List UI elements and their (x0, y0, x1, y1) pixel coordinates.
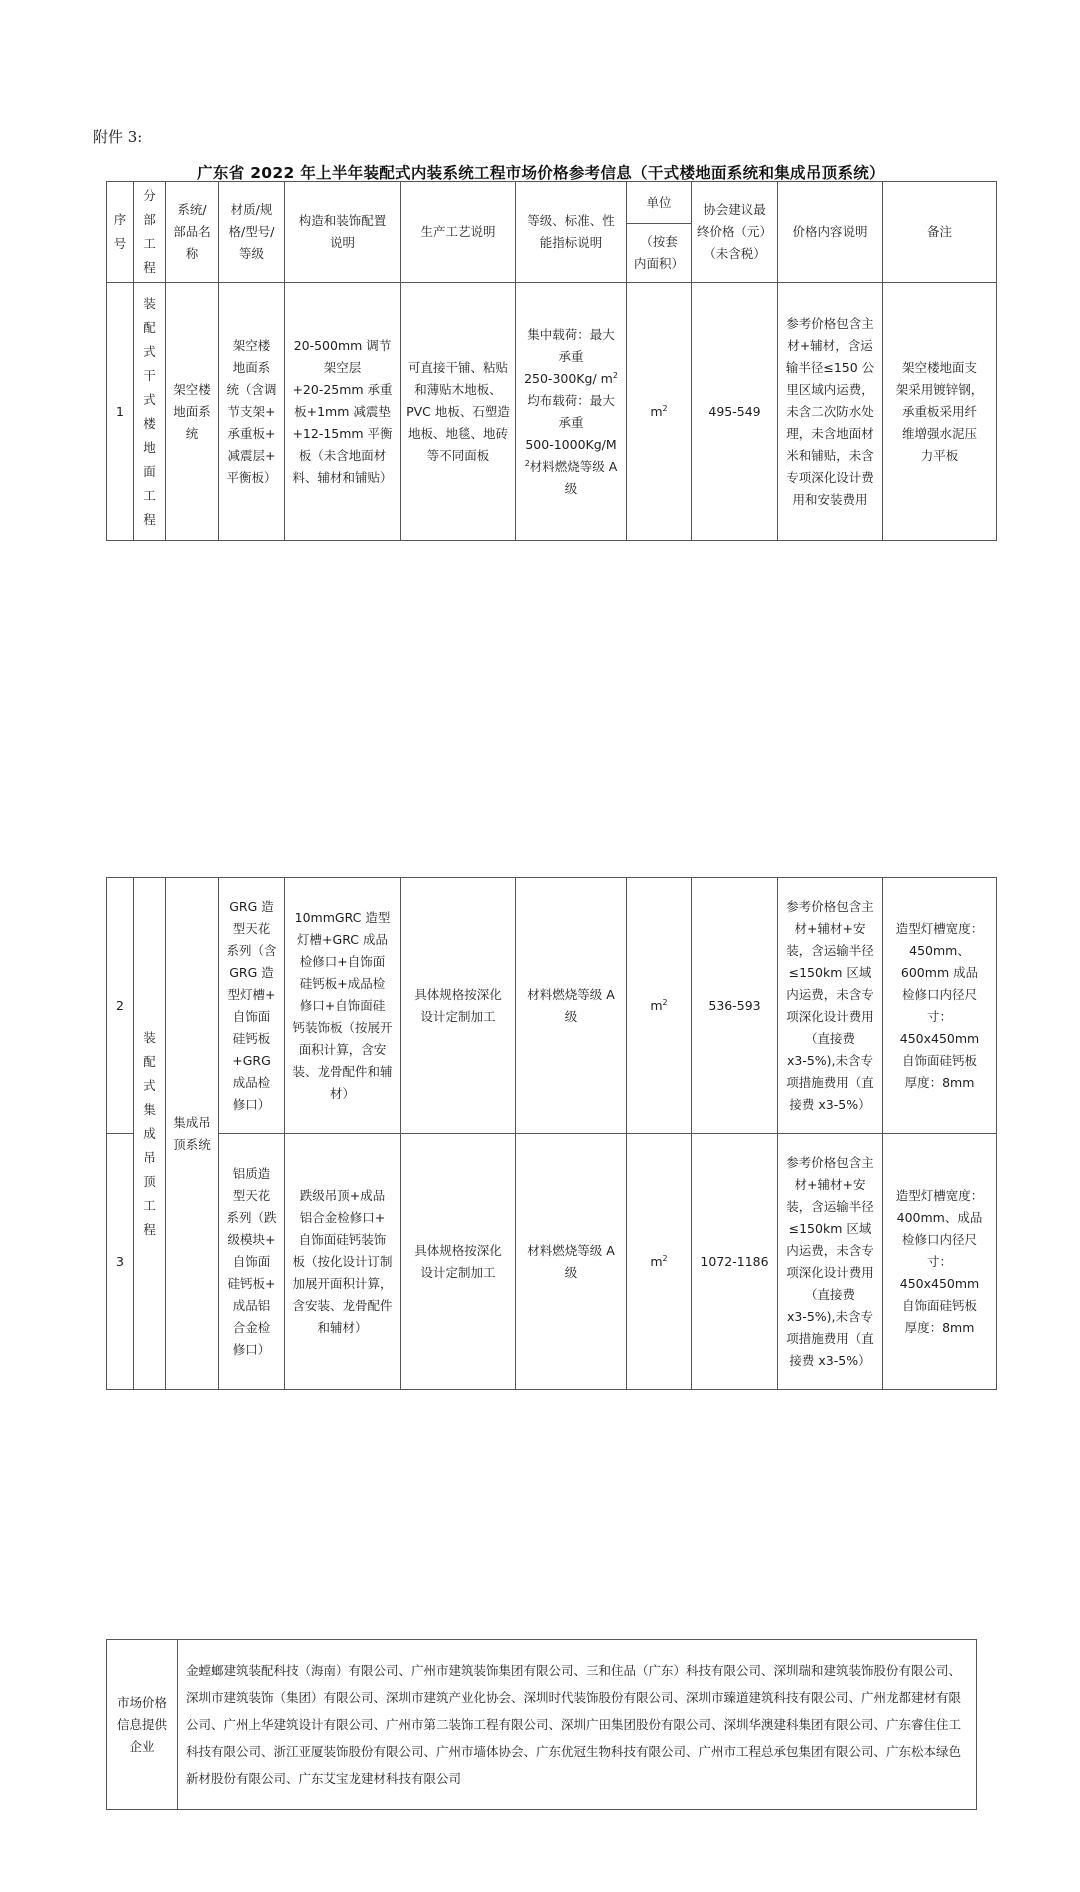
row3-config: 跌级吊顶+成品 铝合金检修口+ 自饰面硅钙装饰 板（按化设计订制 加展开面积计算， 含安装、龙骨配件 和辅材） (285, 1134, 401, 1390)
header-price: 协会建议最 终价格（元） （未含税） (692, 182, 778, 283)
row1-grade-uniform: 均布载荷：最大 承重 500-1000Kg/M (525, 392, 617, 452)
row2-seq: 2 (107, 878, 134, 1134)
row1-price-desc: 参考价格包含主 材+辅材，含运 输半径≤150 公 里区域内运费， 未含二次防水处 理，未含地面材 米和铺贴，未含 专项深化设计费 用和安装费用 (778, 283, 883, 541)
table-row (107, 283, 997, 541)
row1-system: 架空楼 地面系 统 (166, 283, 219, 541)
header-config: 构造和装饰配置 说明 (285, 182, 401, 283)
row3-unit (627, 1134, 692, 1390)
providers-row (107, 1640, 977, 1810)
row2-sub-project: 装 配 式 集 成 吊 顶 工 程 (134, 878, 166, 1390)
row3-process: 具体规格按深化 设计定制加工 (401, 1134, 516, 1390)
row3-seq: 3 (107, 1134, 134, 1390)
header-unit: 单位 (627, 182, 692, 224)
row2-price-desc: 参考价格包含主 材+辅材+安 装，含运输半径 ≤150km 区域 内运费，未含专 项深化设计费用 （直接费 x3-5%),未含专 项措施费用（直 接费 x3-5%） (778, 878, 883, 1134)
row2-unit (627, 878, 692, 1134)
row1-remark: 架空楼地面支 架采用镀锌钢， 承重板采用纤 维增强水泥压 力平板 (883, 283, 997, 541)
price-table-ceiling (106, 877, 997, 1390)
row2-system: 集成吊 顶系统 (166, 878, 219, 1390)
row1-unit-sup: 2 (662, 403, 668, 413)
row3-price-desc: 参考价格包含主 材+辅材+安 装，含运输半径 ≤150km 区域 内运费，未含专 项深化设计费用 （直接费 x3-5%),未含专 项措施费用（直 接费 x3-5%） (778, 1134, 883, 1390)
providers-label: 市场价格 信息提供 企业 (107, 1640, 178, 1810)
row2-price: 536-593 (692, 878, 778, 1134)
row2-grade: 材料燃烧等级 A 级 (516, 878, 627, 1134)
price-table-floor (106, 181, 997, 541)
document-title: 广东省 2022 年上半年装配式内装系统工程市场价格参考信息（干式楼地面系统和集成吊顶系统） (197, 164, 885, 182)
row2-unit-sup: 2 (662, 997, 668, 1007)
table-row (107, 878, 997, 1134)
header-process: 生产工艺说明 (401, 182, 516, 283)
providers-table (106, 1639, 977, 1810)
header-seq: 序 号 (107, 182, 134, 283)
row1-grade-concentrated: 集中载荷：最大 承重 250-300Kg/ m (524, 326, 615, 386)
header-row (107, 182, 997, 224)
row2-config: 10mmGRC 造型 灯槽+GRC 成品 检修口+自饰面 硅钙板+成品检 修口+自饰面硅 钙装饰板（按展开 面积计算，含安 装、龙骨配件和辅 材） (285, 878, 401, 1134)
header-remark: 备注 (883, 182, 997, 283)
row1-grade-fire: 材料燃烧等级 A 级 (529, 458, 618, 496)
row1-unit-value: m (650, 403, 663, 419)
header-material: 材质/规 格/型号/ 等级 (219, 182, 285, 283)
row1-config: 20-500mm 调节 架空层 +20-25mm 承重 板+1mm 减震垫 +12-15mm 平衡 板（未含地面材 料、辅材和铺贴） (285, 283, 401, 541)
row3-material: 铝质造 型天花 系列（跌 级模块+ 自饰面 硅钙板+ 成品铝 合金检 修口） (219, 1134, 285, 1390)
header-unit-basis: （按套 内面积） (627, 224, 692, 283)
row3-grade: 材料燃烧等级 A 级 (516, 1134, 627, 1390)
header-grade: 等级、标准、性 能指标说明 (516, 182, 627, 283)
row2-process: 具体规格按深化 设计定制加工 (401, 878, 516, 1134)
providers-list: 金螳螂建筑装配科技（海南）有限公司、广州市建筑装饰集团有限公司、三和住品（广东）科技有限公司、深圳瑞和建筑装饰股份有限公司、深圳市建筑装饰（集团）有限公司、深圳市建筑产业化协会、深圳时代装饰股份有限公司、深圳市臻道建筑科技有限公司、广州龙都建材有限公司、广州上华建筑设计有限公司、广州市第二装饰工程有限公司、深圳广田集团股份有限公司、深圳华澳建科集团有限公司、广东睿住住工科技有限公司、浙江亚厦装饰股份有限公司、广州市墙体协会、广东优冠生物科技有限公司、广州市工程总承包集团有限公司、广东松本绿色新材股份有限公司、广东艾宝龙建材科技有限公司 (178, 1640, 977, 1810)
row3-unit-sup: 2 (662, 1253, 668, 1263)
row2-unit-value: m (650, 997, 663, 1013)
row1-seq: 1 (107, 283, 134, 541)
header-sub-project: 分 部 工 程 (134, 182, 166, 283)
row2-material: GRG 造 型天花 系列（含 GRG 造 型灯槽+ 自饰面 硅钙板 +GRG 成品检 修口） (219, 878, 285, 1134)
row3-price: 1072-1186 (692, 1134, 778, 1390)
row2-remark: 造型灯槽宽度： 450mm、 600mm 成品 检修口内径尺 寸： 450x450mm 自饰面硅钙板 厚度：8mm (883, 878, 997, 1134)
row1-grade-sup-a: 2 (612, 370, 618, 380)
table-row (107, 1134, 997, 1390)
row1-grade (516, 283, 627, 541)
row1-grade-sup-b: 2 (524, 458, 530, 468)
header-system: 系统/ 部品名 称 (166, 182, 219, 283)
row1-material: 架空楼 地面系 统（含调 节支架+ 承重板+ 减震层+ 平衡板） (219, 283, 285, 541)
row3-remark: 造型灯槽宽度： 400mm、成品 检修口内径尺 寸： 450x450mm 自饰面硅钙板 厚度：8mm (883, 1134, 997, 1390)
row1-price: 495-549 (692, 283, 778, 541)
row1-process: 可直接干铺、粘贴 和薄贴木地板、 PVC 地板、石塑造 地板、地毯、地砖 等不同面板 (401, 283, 516, 541)
header-price-desc: 价格内容说明 (778, 182, 883, 283)
row1-sub-project: 装 配 式 干 式 楼 地 面 工 程 (134, 283, 166, 541)
attachment-label: 附件 3: (93, 128, 143, 146)
row1-unit (627, 283, 692, 541)
row3-unit-value: m (650, 1253, 663, 1269)
